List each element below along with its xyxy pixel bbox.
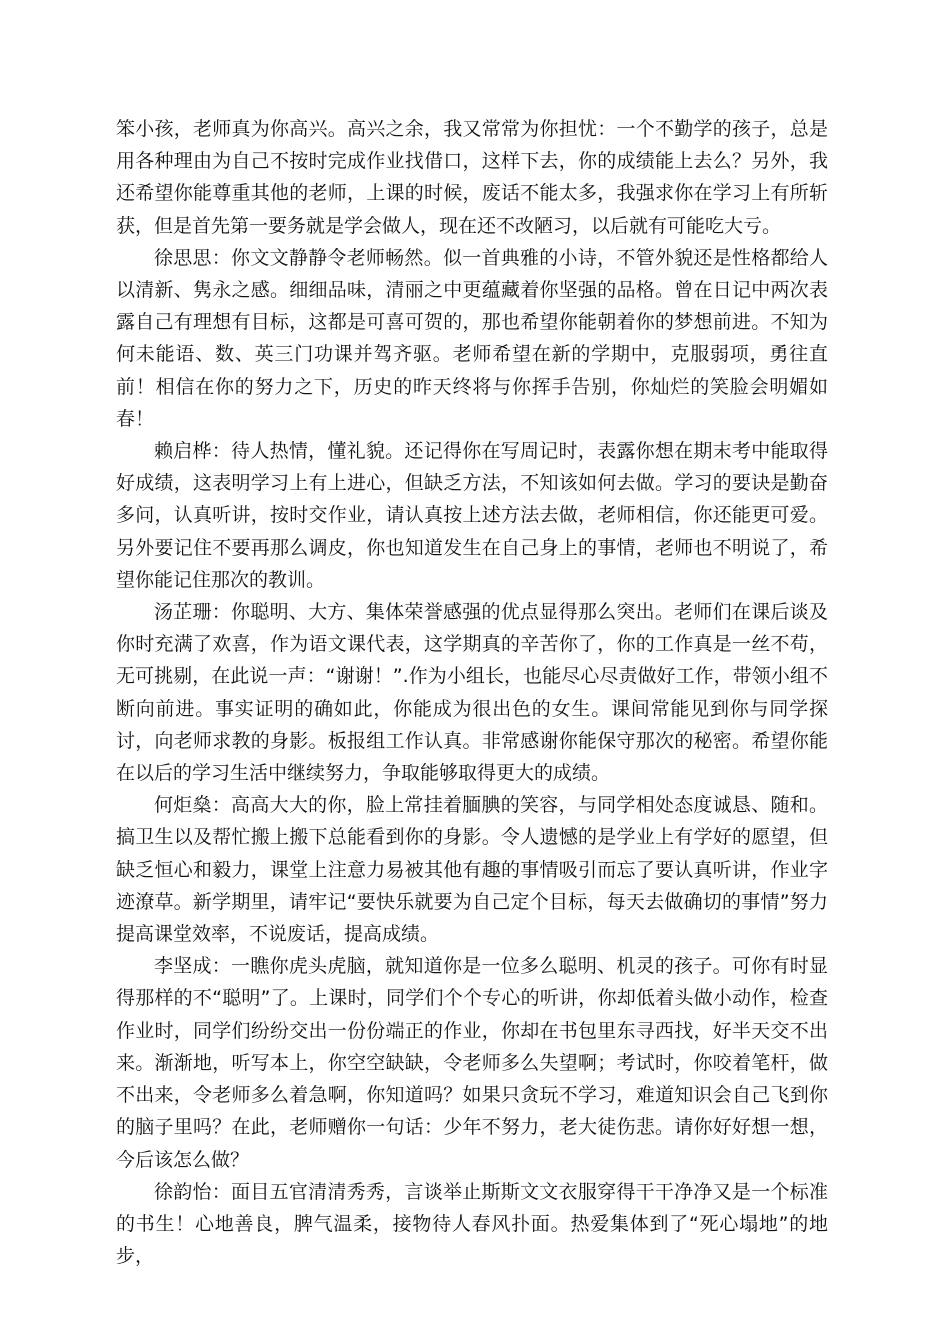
paragraph-comment-he-jushen: 何炬燊：高高大大的你，脸上常挂着腼腆的笑容，与同学相处态度诚恳、随和。搞卫生以及帮忙搬上搬下总能看到你的身影。令人遗憾的是学业上有学好的愿望，但缺乏恒心和毅力，课堂上注意力易被其他有趣的事情吸引而忘了要认真听讲，作业字迹潦草。新学期里，请牢记“要快乐就要为自己定个目标，每天去做确切的事情”努力提高课堂效率，不说废话，提高成绩。 (116, 794, 828, 946)
paragraph-comment-xu-sisi: 徐思思：你文文静静令老师畅然。似一首典雅的小诗，不管外貌还是性格都给人以清新、隽永之感。细细品味，清丽之中更蕴藏着你坚强的品格。曾在日记中两次表露自己有理想有目标，这都是可喜可贺的，那也希望你能朝着你的梦想前进。不知为何未能语、数、英三门功课并驾齐驱。老师希望在新的学期中，克服弱项，勇往直前！相信在你的努力之下，历史的昨天终将与你挥手告别，你灿烂的笑脸会明媚如春！ (116, 246, 828, 430)
paragraph-comment-xu-yunyi: 徐韵怡：面目五官清清秀秀，言谈举止斯斯文文衣服穿得干干净净又是一个标准的书生！心地善良，脾气温柔，接物待人春风扑面。热爱集体到了“死心塌地”的地步， (116, 1180, 828, 1268)
paragraph-comment-tang-zhishan: 汤芷珊：你聪明、大方、集体荣誉感强的优点显得那么突出。老师们在课后谈及你时充满了欢喜，作为语文课代表，这学期真的辛苦你了，你的工作真是一丝不苟，无可挑剔，在此说一声：“谢谢！”.作为小组长，也能尽心尽责做好工作，带领小组不断向前进。事实证明的确如此，你能成为很出色的女生。课间常能见到你与同学探讨，向老师求教的身影。板报组工作认真。非常感谢你能保守那次的秘密。希望你能在以后的学习生活中继续努力，争取能够取得更大的成绩。 (116, 601, 828, 785)
document-page (116, 113, 828, 1272)
paragraph-comment-li-jiancheng: 李坚成：一瞧你虎头虎脑，就知道你是一位多么聪明、机灵的孩子。可你有时显得那样的不“聪明”了。上课时，同学们个个专心的听讲，你却低着头做小动作，检查作业时，同学们纷纷交出一份份端正的作业，你却在书包里东寻西找，好半天交不出来。渐渐地，听写本上，你空空缺缺，令老师多么失望啊；考试时，你咬着笔杆，做不出来，令老师多么着急啊，你知道吗？如果只贪玩不学习，难道知识会自己飞到你的脑子里吗？在此，老师赠你一句话：少年不努力，老大徒伤悲。请你好好想一想，今后该怎么做？ (116, 955, 828, 1171)
paragraph-comment-lai-qihua: 赖启桦：待人热情，懂礼貌。还记得你在写周记时，表露你想在期末考中能取得好成绩，这表明学习上有上进心，但缺乏方法，不知该如何去做。学习的要诀是勤奋多问，认真听讲，按时交作业，请认真按上述方法去做，老师相信，你还能更可爱。另外要记住不要再那么调皮，你也知道发生在自己身上的事情，老师也不明说了，希望你能记住那次的教训。 (116, 440, 828, 591)
paragraph-comment-continuation: 笨小孩，老师真为你高兴。高兴之余，我又常常为你担忧：一个不勤学的孩子，总是用各种理由为自己不按时完成作业找借口，这样下去，你的成绩能上去么？另外，我还希望你能尊重其他的老师，上课的时候，废话不能太多，我强求你在学习上有所斩获，但是首先第一要务就是学会做人，现在还不改陋习，以后就有可能吃大亏。 (116, 118, 828, 237)
